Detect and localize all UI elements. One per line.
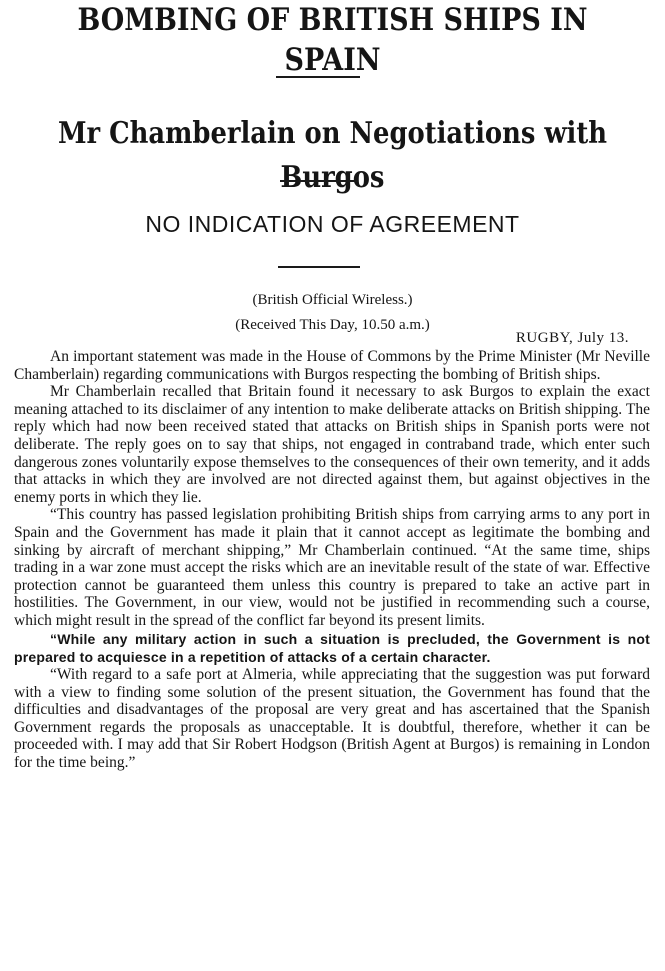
article-body xyxy=(14,348,650,771)
deck-heading: NO INDICATION OF AGREEMENT xyxy=(145,211,520,237)
paragraph: Mr Chamberlain recalled that Britain found it necessary to ask Burgos to explain the exact meaning attached to its disclaimer of any intention to make deliberate attacks on British shipping. The reply which had now been received stated that attacks on British ships in Spanish ports were not deliberate. The reply goes on to say that ships, not engaged in contraband trade, which enter such dangerous zones voluntarily expose themselves to the consequences of their own temerity, and it adds that attacks in which they are involved are not directed against them, but against objectives in the enemy ports in which they lie. xyxy=(14,383,650,506)
subheadline: Mr Chamberlain on Negotiations with Burgos xyxy=(57,116,608,195)
paragraph: An important statement was made in the House of Commons by the Prime Minister (Mr Neville Chamberlain) regarding communications with Burgos respecting the bombing of British ships. xyxy=(14,348,650,383)
divider-rule xyxy=(278,266,360,268)
dateline: RUGBY, July 13. xyxy=(515,330,629,346)
divider-rule xyxy=(276,76,360,78)
divider-rule xyxy=(280,180,358,182)
paragraph: “This country has passed legislation prohibiting British ships from carrying arms to any port in Spain and the Government has made it plain that it cannot accept as legitimate the bombing and sinking by aircraft of merchant shipping,” Mr Chamberlain continued. “At the same time, ships trading in a war zone must accept the risks which are an inevitable result of the state of war. Effective protection cannot be guaranteed them unless this country is prepared to take an active part in hostilities. The Government, in our view, would not be justified in recommending such a course, which might result in the spread of the conflict far beyond its present limits. xyxy=(14,506,650,629)
headline: BOMBING OF BRITISH SHIPS IN SPAIN xyxy=(77,2,588,78)
source-line: (British Official Wireless.) xyxy=(252,292,413,308)
received-line: (Received This Day, 10.50 a.m.) xyxy=(235,317,430,333)
paragraph: “With regard to a safe port at Almeria, while appreciating that the suggestion was put forward with a view to finding some solution of the present situation, the Government has found that the difficulties and disadvantages of the proposal are very great and has ascertained that the Spanish Government regards the proposals as unacceptable. It is doubtful, therefore, whether it can be proceeded with. I may add that Sir Robert Hodgson (British Agent at Burgos) is remaining in London for the time being.” xyxy=(14,665,650,771)
paragraph-bold: “While any military action in such a situation is precluded, the Government is not prepared to acquiesce in a repetition of attacks of a certain character. xyxy=(14,630,650,665)
